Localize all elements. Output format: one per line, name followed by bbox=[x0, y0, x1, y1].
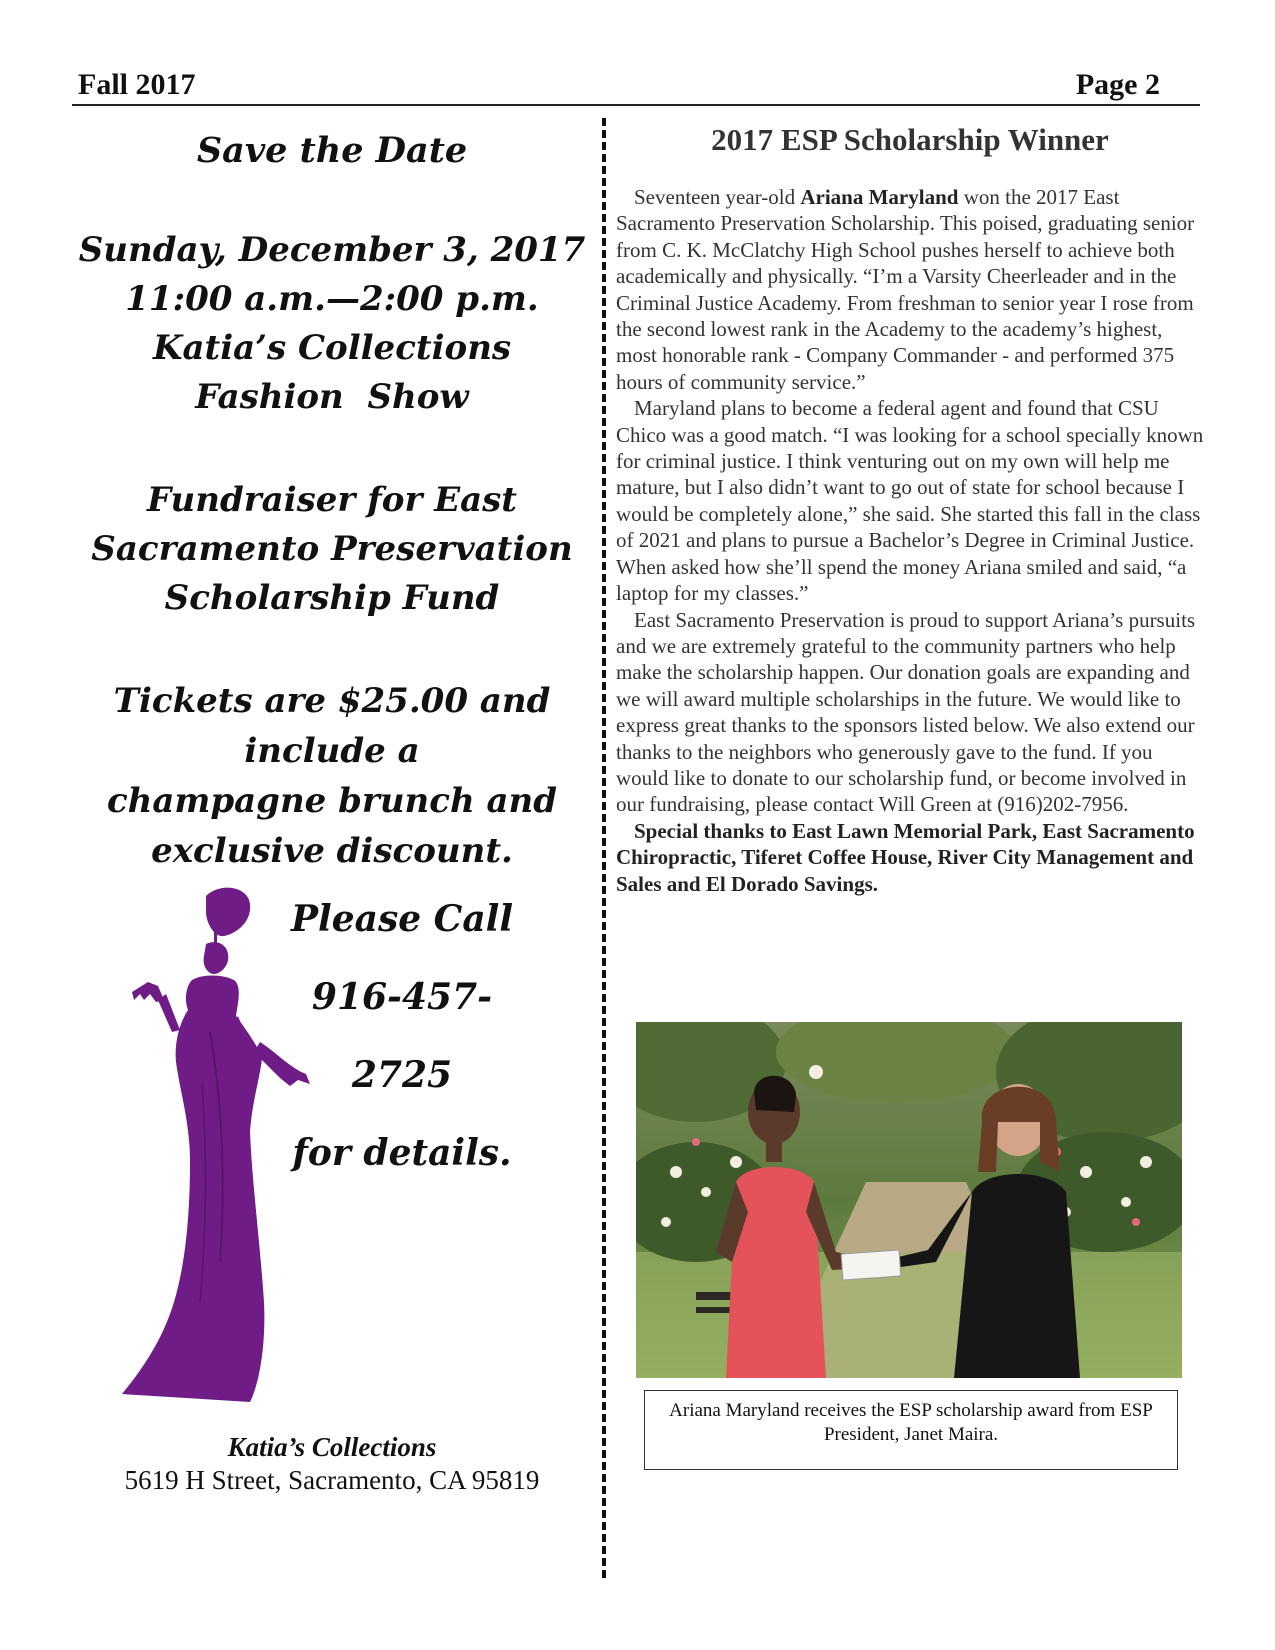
call-details: for details. bbox=[292, 1132, 512, 1174]
fundraiser-text bbox=[72, 476, 592, 623]
event-name: Fashion Show bbox=[195, 377, 469, 417]
sponsor-list: Special thanks to East Lawn Memorial Park, East Sacramento Chiropractic, Tiferet Coffee House, River City Management and Sales and El Dorado Savings. bbox=[616, 818, 1195, 896]
winner-name: Ariana Maryland bbox=[800, 185, 959, 209]
ticket-line: champagne brunch and bbox=[106, 781, 558, 821]
column-divider bbox=[602, 118, 606, 1578]
phone-number[interactable]: 916-457-2725 bbox=[311, 976, 493, 1096]
call-info bbox=[262, 880, 542, 1192]
paragraph-text: won the 2017 East Sacramento Preservation Scholarship. This poised, graduating senior from C. K. McClatchy High School pushes herself to achieve both academically and physically. “I’m a Varsity Cheerleader and in the Criminal Justice Academy. From freshman to senior year I rose from the second lowest rank in the Academy to the academy’s highest, most honorable rank - Company Commander - and performed 375 hours of community service.” bbox=[616, 185, 1195, 394]
ticket-info bbox=[72, 676, 592, 876]
ticket-line: include a bbox=[244, 731, 420, 771]
photo-caption: Ariana Maryland receives the ESP scholarship award from ESP President, Janet Maira. bbox=[644, 1390, 1178, 1470]
save-the-date-heading: Save the Date bbox=[196, 130, 468, 171]
page-header bbox=[72, 60, 1200, 106]
fund-line: Scholarship Fund bbox=[164, 578, 500, 618]
event-host: Katia’s Collections bbox=[152, 328, 512, 368]
page-number: Page 2 bbox=[1075, 68, 1160, 101]
event-date: Sunday, December 3, 2017 bbox=[78, 230, 586, 270]
business-address: 5619 H Street, Sacramento, CA 95819 bbox=[124, 1465, 540, 1495]
event-time: 11:00 a.m.—2:00 p.m. bbox=[125, 279, 539, 319]
fund-line: Fundraiser for East bbox=[147, 480, 517, 520]
award-photo bbox=[636, 1022, 1182, 1378]
fund-line: Sacramento Preservation bbox=[91, 529, 573, 569]
ticket-line: Tickets are $25.00 and bbox=[113, 681, 551, 721]
article-body bbox=[616, 184, 1204, 897]
call-label: Please Call bbox=[290, 898, 513, 940]
article-title: 2017 ESP Scholarship Winner bbox=[711, 122, 1109, 157]
issue-season: Fall 2017 bbox=[78, 68, 196, 101]
article-paragraph: Maryland plans to become a federal agent and found that CSU Chico was a good match. “I was looking for a school specially known for criminal justice. I think venturing out on my own will help me mature, but I also didn’t want to go out of state for school because I would be completely alone,” she said. She started this fall in the class of 2021 and plans to pursue a Bachelor’s Degree in Criminal Justice. When asked how she’ll spend the money Ariana smiled and said, “a laptop for my classes.” bbox=[616, 396, 1204, 606]
business-name: Katia’s Collections bbox=[227, 1432, 437, 1462]
sponsor-thanks bbox=[616, 818, 1204, 897]
event-details bbox=[72, 226, 592, 422]
article-paragraph bbox=[616, 184, 1204, 395]
ticket-line: exclusive discount. bbox=[151, 831, 513, 871]
paragraph-text: Seventeen year-old bbox=[634, 185, 801, 209]
article-paragraph: East Sacramento Preservation is proud to support Ariana’s pursuits and we are extremely grateful to the community partners who help make the scholarship happen. Our donation goals are expanding and we will award multiple scholarships in the future. We would like to express great thanks to the sponsors listed below. We also extend our thanks to the neighbors who generously gave to the fund. If you would like to donate to our scholarship fund, or become involved in our fundraising, please contact Will Green at (916)202-7956. bbox=[616, 607, 1196, 817]
